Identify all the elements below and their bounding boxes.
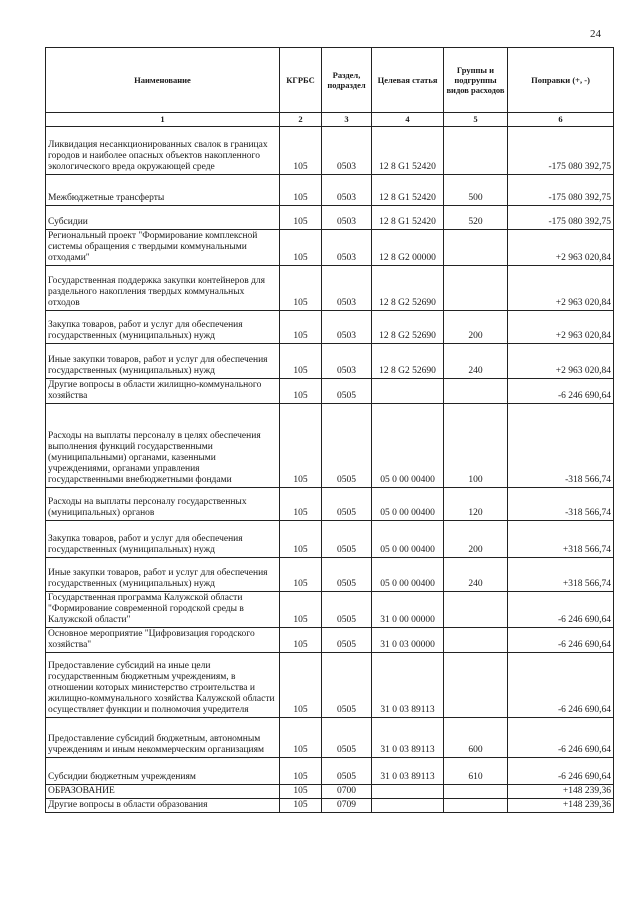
- row-name: Закупка товаров, работ и услуг для обеспечения государственных (муниципальных) нужд: [46, 311, 280, 344]
- row-target-article: 31 0 00 00000: [372, 592, 444, 628]
- row-name: Государственная поддержка закупки контейнеров для раздельного накопления твердых коммунальных отходов: [46, 266, 280, 311]
- row-expense-type: 120: [444, 488, 508, 521]
- row-expense-type: 500: [444, 175, 508, 206]
- header-amendments: Поправки (+, -): [508, 48, 614, 113]
- row-section: 0505: [322, 592, 372, 628]
- table-row: [46, 758, 614, 785]
- row-name: Расходы на выплаты персоналу в целях обеспечения выполнения функций государственными (муниципальными) органами, казенными учреждениями, органами управления государственными внебюджетными фондами: [46, 404, 280, 488]
- row-kgrbs: 105: [280, 558, 322, 592]
- row-amount: -6 246 690,64: [508, 758, 614, 785]
- row-expense-type: [444, 628, 508, 653]
- row-section: 0505: [322, 758, 372, 785]
- row-amount: +318 566,74: [508, 558, 614, 592]
- table-row: [46, 718, 614, 758]
- row-name: Расходы на выплаты персоналу государственных (муниципальных) органов: [46, 488, 280, 521]
- budget-amendments-table: [45, 47, 614, 813]
- row-name: Ликвидация несанкционированных свалок в границах городов и наиболее опасных объектов накопленного экологического вреда окружающей среде: [46, 127, 280, 175]
- row-name: Региональный проект "Формирование комплексной системы обращения с твердыми коммунальными отходами": [46, 230, 280, 266]
- row-kgrbs: 105: [280, 175, 322, 206]
- row-name: Межбюджетные трансферты: [46, 175, 280, 206]
- row-target-article: 31 0 03 89113: [372, 718, 444, 758]
- row-kgrbs: 105: [280, 266, 322, 311]
- row-amount: -175 080 392,75: [508, 206, 614, 230]
- row-target-article: 12 8 G1 52420: [372, 175, 444, 206]
- row-name: Иные закупки товаров, работ и услуг для обеспечения государственных (муниципальных) нужд: [46, 344, 280, 379]
- row-expense-type: 600: [444, 718, 508, 758]
- row-kgrbs: 105: [280, 344, 322, 379]
- row-amount: -6 246 690,64: [508, 653, 614, 718]
- column-number: 3: [322, 113, 372, 127]
- row-name: Субсидии: [46, 206, 280, 230]
- row-kgrbs: 105: [280, 488, 322, 521]
- row-target-article: 12 8 G1 52420: [372, 127, 444, 175]
- row-section: 0503: [322, 266, 372, 311]
- table-row: [46, 592, 614, 628]
- table-row: [46, 311, 614, 344]
- row-target-article: 31 0 03 89113: [372, 653, 444, 718]
- row-kgrbs: 105: [280, 592, 322, 628]
- row-name: Предоставление субсидий бюджетным, автономным учреждениям и иным некоммерческим организациям: [46, 718, 280, 758]
- table-row: [46, 558, 614, 592]
- row-amount: +2 963 020,84: [508, 266, 614, 311]
- row-section: 0503: [322, 230, 372, 266]
- row-kgrbs: 105: [280, 653, 322, 718]
- table-row: [46, 799, 614, 813]
- row-amount: +2 963 020,84: [508, 311, 614, 344]
- row-kgrbs: 105: [280, 521, 322, 558]
- row-section: 0505: [322, 488, 372, 521]
- row-amount: +2 963 020,84: [508, 344, 614, 379]
- row-target-article: 12 8 G2 52690: [372, 344, 444, 379]
- table-row: [46, 127, 614, 175]
- table-row: [46, 521, 614, 558]
- row-expense-type: 100: [444, 404, 508, 488]
- row-kgrbs: 105: [280, 718, 322, 758]
- row-amount: -318 566,74: [508, 404, 614, 488]
- row-name: Иные закупки товаров, работ и услуг для обеспечения государственных (муниципальных) нужд: [46, 558, 280, 592]
- row-amount: -6 246 690,64: [508, 379, 614, 404]
- row-expense-type: [444, 127, 508, 175]
- page-number: 24: [590, 28, 601, 40]
- table-row: [46, 344, 614, 379]
- row-name: Предоставление субсидий на иные цели государственным бюджетным учреждениям, в отношении которых министерство строительства и жилищно-коммунального хозяйства Калужской области осуществляет функции и полномочия учредителя: [46, 653, 280, 718]
- table-row: [46, 379, 614, 404]
- row-section: 0505: [322, 404, 372, 488]
- row-amount: +148 239,36: [508, 799, 614, 813]
- row-amount: +2 963 020,84: [508, 230, 614, 266]
- column-number: 1: [46, 113, 280, 127]
- table-row: [46, 488, 614, 521]
- row-expense-type: [444, 592, 508, 628]
- row-kgrbs: 105: [280, 230, 322, 266]
- row-expense-type: [444, 653, 508, 718]
- table-row: [46, 628, 614, 653]
- row-kgrbs: 105: [280, 127, 322, 175]
- row-target-article: 12 8 G2 52690: [372, 311, 444, 344]
- header-kgrbs: КГРБС: [280, 48, 322, 113]
- table-row: [46, 404, 614, 488]
- row-section: 0503: [322, 175, 372, 206]
- header-section: Раздел, подраздел: [322, 48, 372, 113]
- row-section: 0505: [322, 628, 372, 653]
- row-name: Закупка товаров, работ и услуг для обеспечения государственных (муниципальных) нужд: [46, 521, 280, 558]
- column-number: 5: [444, 113, 508, 127]
- row-name: Другие вопросы в области жилищно-коммунального хозяйства: [46, 379, 280, 404]
- row-expense-type: [444, 230, 508, 266]
- row-target-article: [372, 799, 444, 813]
- row-section: 0505: [322, 558, 372, 592]
- row-name: Субсидии бюджетным учреждениям: [46, 758, 280, 785]
- table-row: [46, 206, 614, 230]
- table-row: [46, 175, 614, 206]
- column-number: 2: [280, 113, 322, 127]
- row-target-article: 31 0 03 89113: [372, 758, 444, 785]
- row-amount: -175 080 392,75: [508, 127, 614, 175]
- row-target-article: 12 8 G1 52420: [372, 206, 444, 230]
- row-section: 0700: [322, 785, 372, 799]
- table-row: [46, 266, 614, 311]
- row-section: 0503: [322, 311, 372, 344]
- row-kgrbs: 105: [280, 206, 322, 230]
- row-expense-type: 200: [444, 311, 508, 344]
- row-expense-type: 240: [444, 344, 508, 379]
- column-number-row: [46, 113, 614, 127]
- header-row: [46, 48, 614, 113]
- row-section: 0505: [322, 718, 372, 758]
- row-name: Основное мероприятие "Цифровизация городского хозяйства": [46, 628, 280, 653]
- row-expense-type: 610: [444, 758, 508, 785]
- row-kgrbs: 105: [280, 404, 322, 488]
- row-expense-type: 240: [444, 558, 508, 592]
- row-kgrbs: 105: [280, 785, 322, 799]
- row-expense-type: [444, 266, 508, 311]
- table-row: [46, 230, 614, 266]
- row-kgrbs: 105: [280, 379, 322, 404]
- row-kgrbs: 105: [280, 799, 322, 813]
- row-target-article: 05 0 00 00400: [372, 404, 444, 488]
- row-name: Государственная программа Калужской области "Формирование современной городской среды в Калужской области": [46, 592, 280, 628]
- row-target-article: 31 0 03 00000: [372, 628, 444, 653]
- row-section: 0505: [322, 521, 372, 558]
- row-amount: -318 566,74: [508, 488, 614, 521]
- row-target-article: 12 8 G2 00000: [372, 230, 444, 266]
- row-section: 0505: [322, 379, 372, 404]
- row-kgrbs: 105: [280, 628, 322, 653]
- row-section: 0503: [322, 344, 372, 379]
- row-section: 0503: [322, 206, 372, 230]
- row-target-article: [372, 785, 444, 799]
- header-target-article: Целевая статья: [372, 48, 444, 113]
- row-target-article: 05 0 00 00400: [372, 488, 444, 521]
- row-section: 0709: [322, 799, 372, 813]
- row-expense-type: 200: [444, 521, 508, 558]
- row-amount: -6 246 690,64: [508, 718, 614, 758]
- table-row: [46, 785, 614, 799]
- column-number: 4: [372, 113, 444, 127]
- row-amount: -175 080 392,75: [508, 175, 614, 206]
- column-number: 6: [508, 113, 614, 127]
- row-section: 0505: [322, 653, 372, 718]
- row-amount: +318 566,74: [508, 521, 614, 558]
- row-expense-type: 520: [444, 206, 508, 230]
- row-amount: -6 246 690,64: [508, 592, 614, 628]
- row-amount: -6 246 690,64: [508, 628, 614, 653]
- row-name: Другие вопросы в области образования: [46, 799, 280, 813]
- row-target-article: [372, 379, 444, 404]
- row-expense-type: [444, 379, 508, 404]
- row-kgrbs: 105: [280, 311, 322, 344]
- row-target-article: 05 0 00 00400: [372, 521, 444, 558]
- table-row: [46, 653, 614, 718]
- row-section: 0503: [322, 127, 372, 175]
- row-expense-type: [444, 785, 508, 799]
- row-amount: +148 239,36: [508, 785, 614, 799]
- row-name: ОБРАЗОВАНИЕ: [46, 785, 280, 799]
- row-target-article: 12 8 G2 52690: [372, 266, 444, 311]
- row-kgrbs: 105: [280, 758, 322, 785]
- header-expense-type: Группы и подгруппы видов расходов: [444, 48, 508, 113]
- row-expense-type: [444, 799, 508, 813]
- header-name: Наименование: [46, 48, 280, 113]
- row-target-article: 05 0 00 00400: [372, 558, 444, 592]
